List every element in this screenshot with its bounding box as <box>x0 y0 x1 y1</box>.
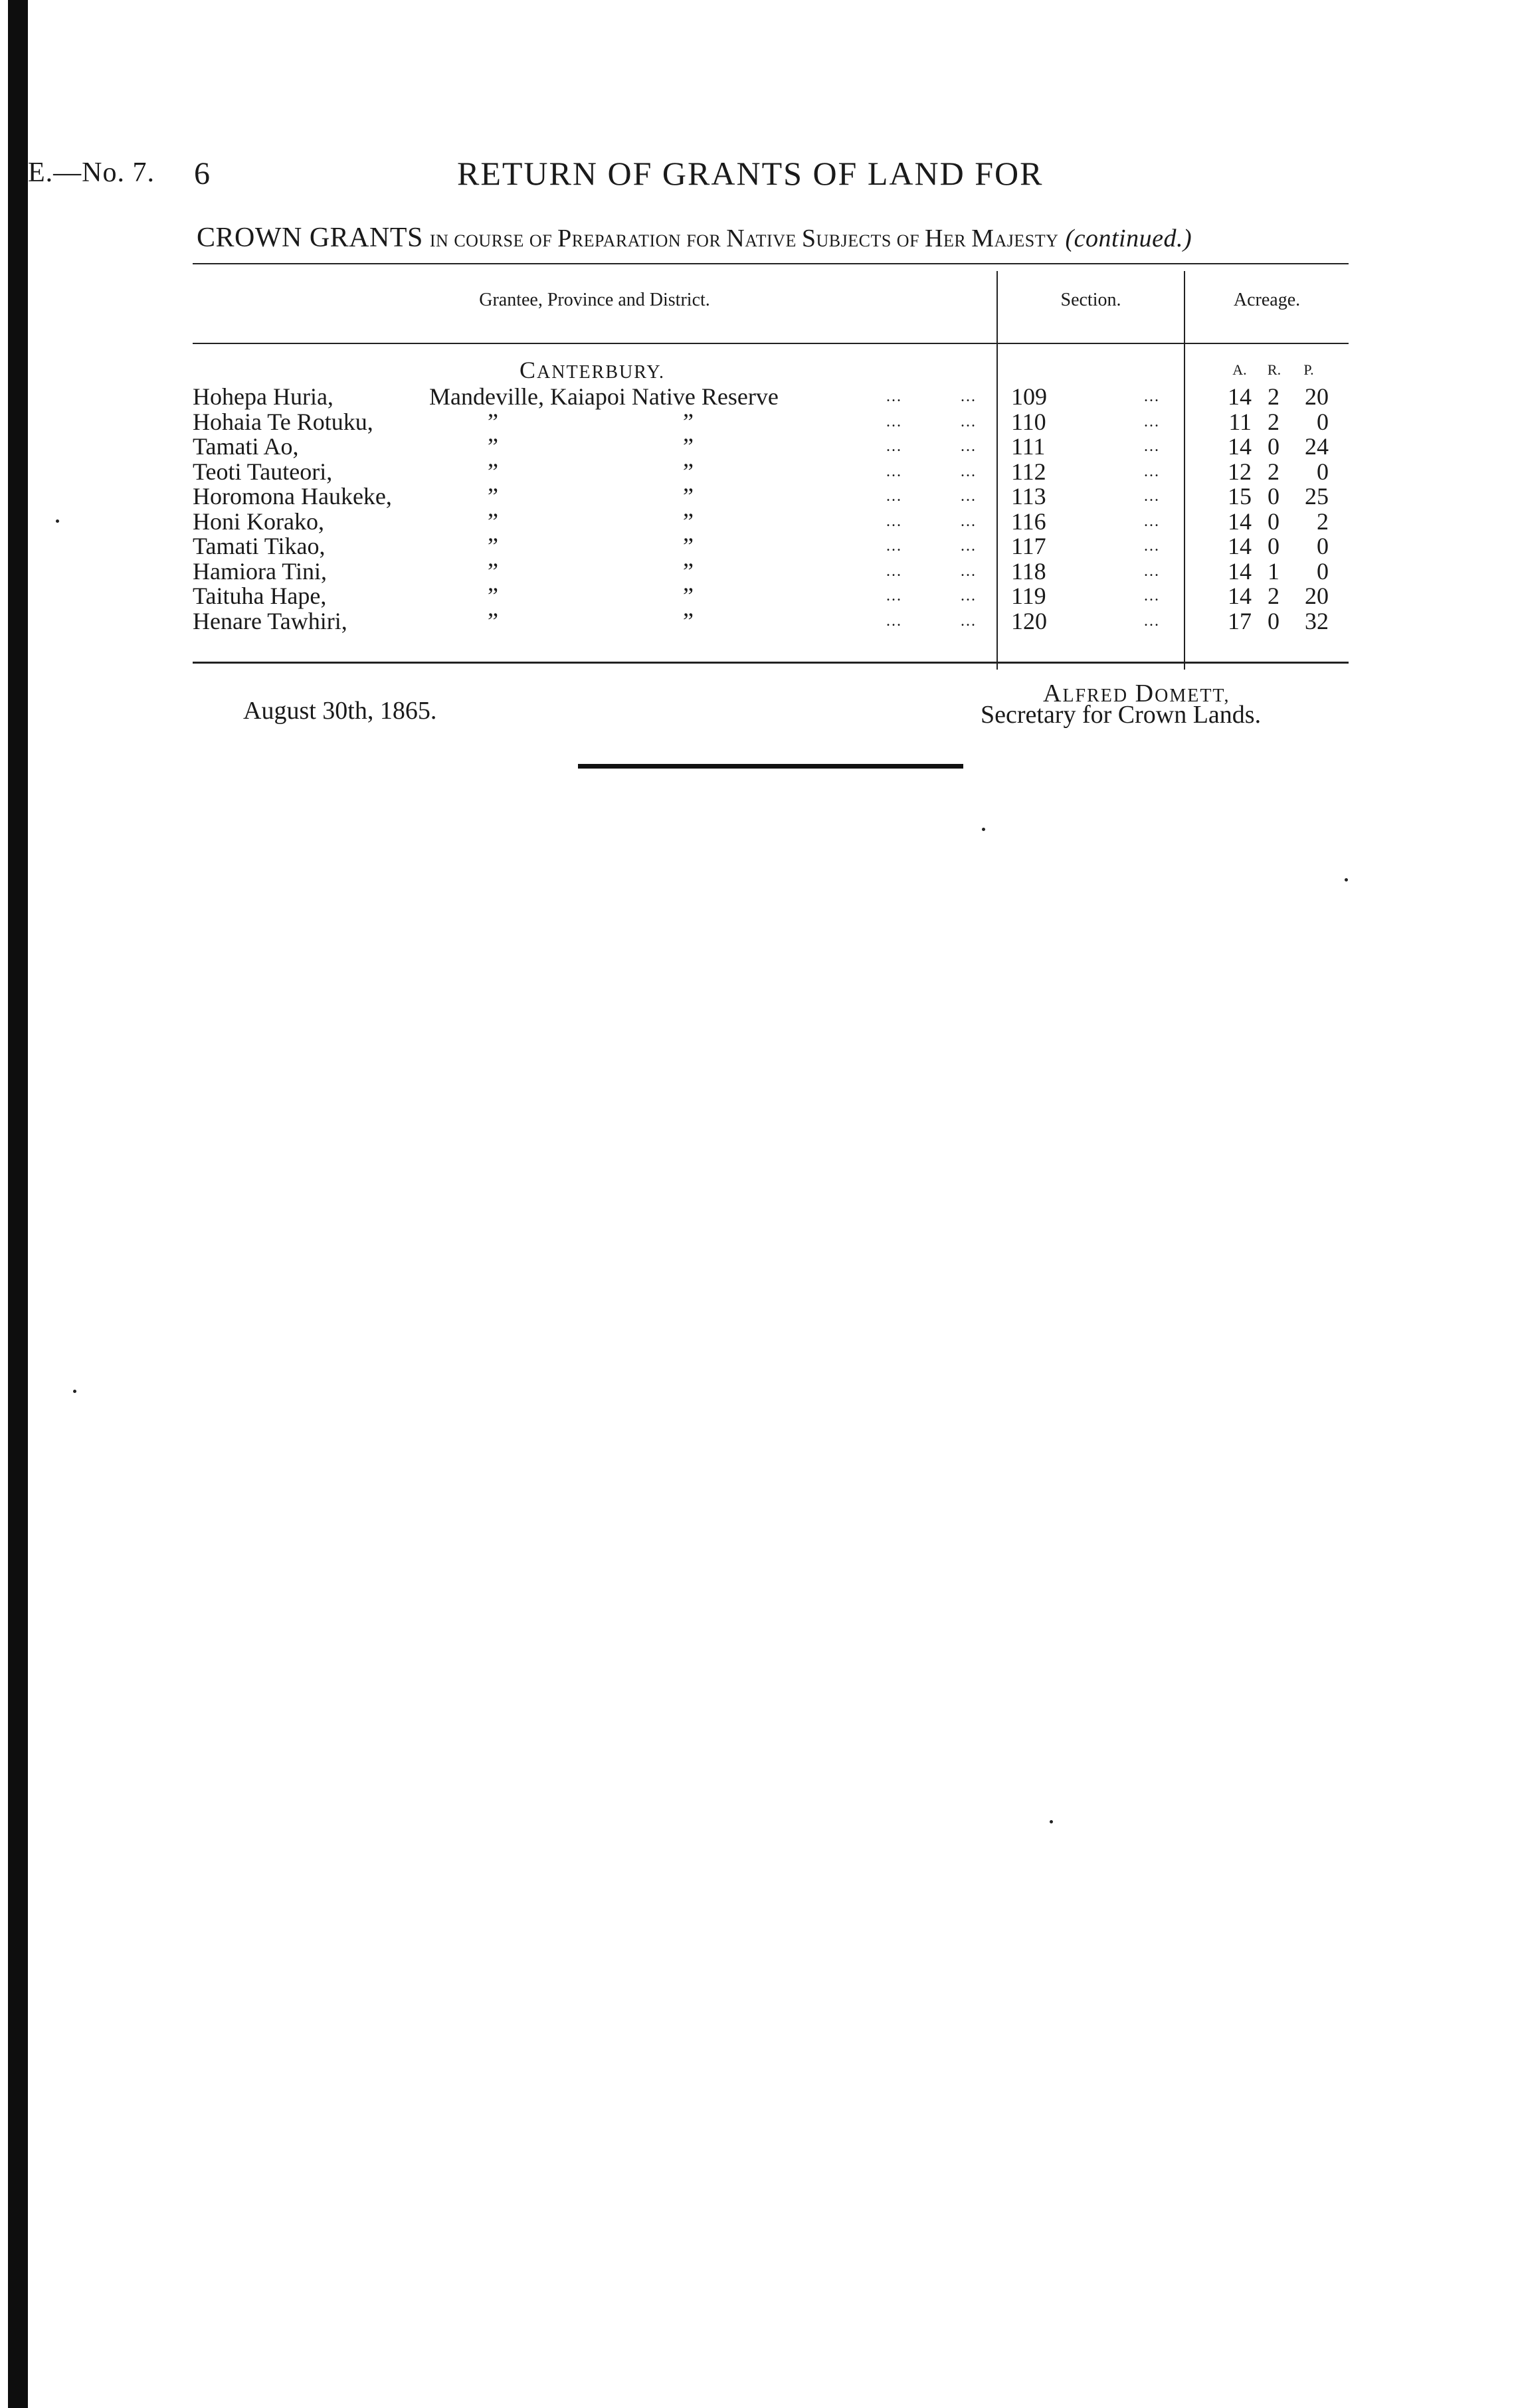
grantee-name: Hohaia Te Rotuku, <box>193 408 373 435</box>
table-row <box>0 608 1516 634</box>
ditto-mark: ” <box>683 483 694 509</box>
leader-dots: ... <box>1144 462 1160 480</box>
acreage-acres: 14 <box>1228 383 1252 410</box>
ditto-mark: ” <box>683 607 694 634</box>
ditto-mark: ” <box>683 408 694 435</box>
acreage-perches: 0 <box>1317 533 1329 559</box>
table-row <box>0 409 1516 434</box>
leader-dots: ... <box>1144 512 1160 530</box>
leader-dots: ... <box>886 537 902 555</box>
unit-perches: P. <box>1303 361 1314 378</box>
leader-dots: ... <box>886 388 902 405</box>
ditto-mark: ” <box>683 533 694 559</box>
acreage-perches: 2 <box>1317 508 1329 535</box>
section-number: 113 <box>1011 483 1046 509</box>
subtitle-continued: (continued.) <box>1065 225 1192 252</box>
leader-dots: ... <box>886 512 902 530</box>
section-number: 120 <box>1011 607 1047 634</box>
acreage-acres: 11 <box>1228 408 1252 435</box>
leader-dots: ... <box>961 537 977 555</box>
acreage-perches: 0 <box>1317 458 1329 485</box>
grantee-name: Honi Korako, <box>193 508 324 535</box>
leader-dots: ... <box>886 438 902 455</box>
leader-dots: ... <box>1144 612 1160 630</box>
ditto-mark: ” <box>683 433 694 460</box>
column-header-acreage: Acreage. <box>1233 290 1301 310</box>
leader-dots: ... <box>1144 438 1160 455</box>
table-row <box>0 459 1516 484</box>
document-date: August 30th, 1865. <box>243 697 437 725</box>
district-location: Mandeville, Kaiapoi Native Reserve <box>429 383 779 410</box>
table-row <box>0 533 1516 559</box>
acreage-roods: 0 <box>1268 607 1279 634</box>
acreage-perches: 0 <box>1317 557 1329 585</box>
table-row <box>0 384 1516 409</box>
acreage-acres: 14 <box>1228 433 1252 460</box>
scan-speck <box>56 519 59 523</box>
leader-dots: ... <box>1144 413 1160 430</box>
leader-dots: ... <box>961 512 977 530</box>
unit-acres: A. <box>1232 361 1247 378</box>
leader-dots: ... <box>1144 388 1160 405</box>
table-top-rule <box>193 263 1349 264</box>
leader-dots: ... <box>886 587 902 604</box>
acreage-acres: 14 <box>1228 557 1252 585</box>
acreage-roods: 2 <box>1268 408 1279 435</box>
subtitle-lead: CROWN GRANTS <box>197 223 423 253</box>
table-subtitle <box>197 222 1192 254</box>
acreage-roods: 2 <box>1268 583 1279 609</box>
ditto-mark: ” <box>488 607 498 634</box>
section-number: 116 <box>1011 508 1046 535</box>
document-reference: E.—No. 7. <box>28 157 155 188</box>
table-row <box>0 434 1516 459</box>
acreage-perches: 32 <box>1305 607 1329 634</box>
ditto-mark: ” <box>488 483 498 509</box>
leader-dots: ... <box>961 612 977 630</box>
ditto-mark: ” <box>488 533 498 559</box>
leader-dots: ... <box>961 488 977 505</box>
table-row <box>0 583 1516 608</box>
grantee-name: Henare Tawhiri, <box>193 607 347 634</box>
acreage-acres: 15 <box>1228 483 1252 509</box>
acreage-roods: 0 <box>1268 483 1279 509</box>
acreage-perches: 24 <box>1305 433 1329 460</box>
acreage-acres: 14 <box>1228 533 1252 559</box>
section-number: 112 <box>1011 458 1046 485</box>
acreage-perches: 25 <box>1305 483 1329 509</box>
ditto-mark: ” <box>488 557 498 585</box>
leader-dots: ... <box>961 462 977 480</box>
table-header-rule <box>193 343 1349 344</box>
scan-speck <box>1050 1820 1053 1823</box>
page-number: 6 <box>194 156 210 191</box>
section-number: 111 <box>1011 433 1046 460</box>
ditto-mark: ” <box>488 458 498 485</box>
leader-dots: ... <box>886 612 902 630</box>
acreage-acres: 12 <box>1228 458 1252 485</box>
leader-dots: ... <box>886 562 902 580</box>
page-title: RETURN OF GRANTS OF LAND FOR <box>457 155 1044 192</box>
acreage-perches: 0 <box>1317 408 1329 435</box>
grantee-name: Tamati Tikao, <box>193 533 326 559</box>
province-heading: CANTERBURY. <box>520 357 665 383</box>
end-rule <box>578 764 963 769</box>
acreage-roods: 0 <box>1268 508 1279 535</box>
leader-dots: ... <box>886 413 902 430</box>
acreage-acres: 14 <box>1228 508 1252 535</box>
grantee-name: Teoti Tauteori, <box>193 458 333 485</box>
signatory-name: ALFRED DOMETT, <box>1043 680 1230 707</box>
grantee-name: Hohepa Huria, <box>193 383 333 410</box>
ditto-mark: ” <box>683 557 694 585</box>
section-number: 119 <box>1011 583 1046 609</box>
ditto-mark: ” <box>683 458 694 485</box>
acreage-roods: 0 <box>1268 533 1279 559</box>
grantee-name: Hamiora Tini, <box>193 557 328 585</box>
column-header-section: Section. <box>1060 290 1121 310</box>
section-number: 109 <box>1011 383 1047 410</box>
ditto-mark: ” <box>488 583 498 609</box>
ditto-mark: ” <box>488 433 498 460</box>
section-number: 117 <box>1011 533 1046 559</box>
grantee-name: Taituha Hape, <box>193 583 327 609</box>
leader-dots: ... <box>1144 587 1160 604</box>
ditto-mark: ” <box>488 508 498 535</box>
unit-roods: R. <box>1267 361 1281 378</box>
leader-dots: ... <box>886 462 902 480</box>
signatory-title: Secretary for Crown Lands. <box>981 701 1262 729</box>
acreage-roods: 1 <box>1268 557 1279 585</box>
section-number: 118 <box>1011 557 1046 585</box>
subtitle-smallcaps: IN COURSE OF PREPARATION FOR NATIVE SUBJECTS OF HER MAJESTY <box>429 225 1059 252</box>
acreage-acres: 14 <box>1228 583 1252 609</box>
scan-speck <box>73 1390 76 1393</box>
table-row <box>0 484 1516 509</box>
table-bottom-rule <box>193 662 1349 664</box>
leader-dots: ... <box>1144 537 1160 555</box>
leader-dots: ... <box>961 562 977 580</box>
leader-dots: ... <box>1144 562 1160 580</box>
ditto-mark: ” <box>488 408 498 435</box>
leader-dots: ... <box>886 488 902 505</box>
leader-dots: ... <box>961 388 977 405</box>
leader-dots: ... <box>1144 488 1160 505</box>
grantee-name: Horomona Haukeke, <box>193 483 392 509</box>
acreage-perches: 20 <box>1305 583 1329 609</box>
table-row <box>0 509 1516 534</box>
page-edge-bar <box>8 0 28 2408</box>
ditto-mark: ” <box>683 508 694 535</box>
leader-dots: ... <box>961 438 977 455</box>
leader-dots: ... <box>961 413 977 430</box>
acreage-roods: 2 <box>1268 458 1279 485</box>
table-row <box>0 559 1516 584</box>
leader-dots: ... <box>961 587 977 604</box>
ditto-mark: ” <box>683 583 694 609</box>
acreage-roods: 2 <box>1268 383 1279 410</box>
scan-speck <box>1345 878 1348 881</box>
acreage-acres: 17 <box>1228 607 1252 634</box>
column-header-grantee: Grantee, Province and District. <box>479 290 710 310</box>
section-number: 110 <box>1011 408 1046 435</box>
acreage-roods: 0 <box>1268 433 1279 460</box>
scan-speck <box>982 828 985 831</box>
acreage-perches: 20 <box>1305 383 1329 410</box>
grantee-name: Tamati Ao, <box>193 433 299 460</box>
